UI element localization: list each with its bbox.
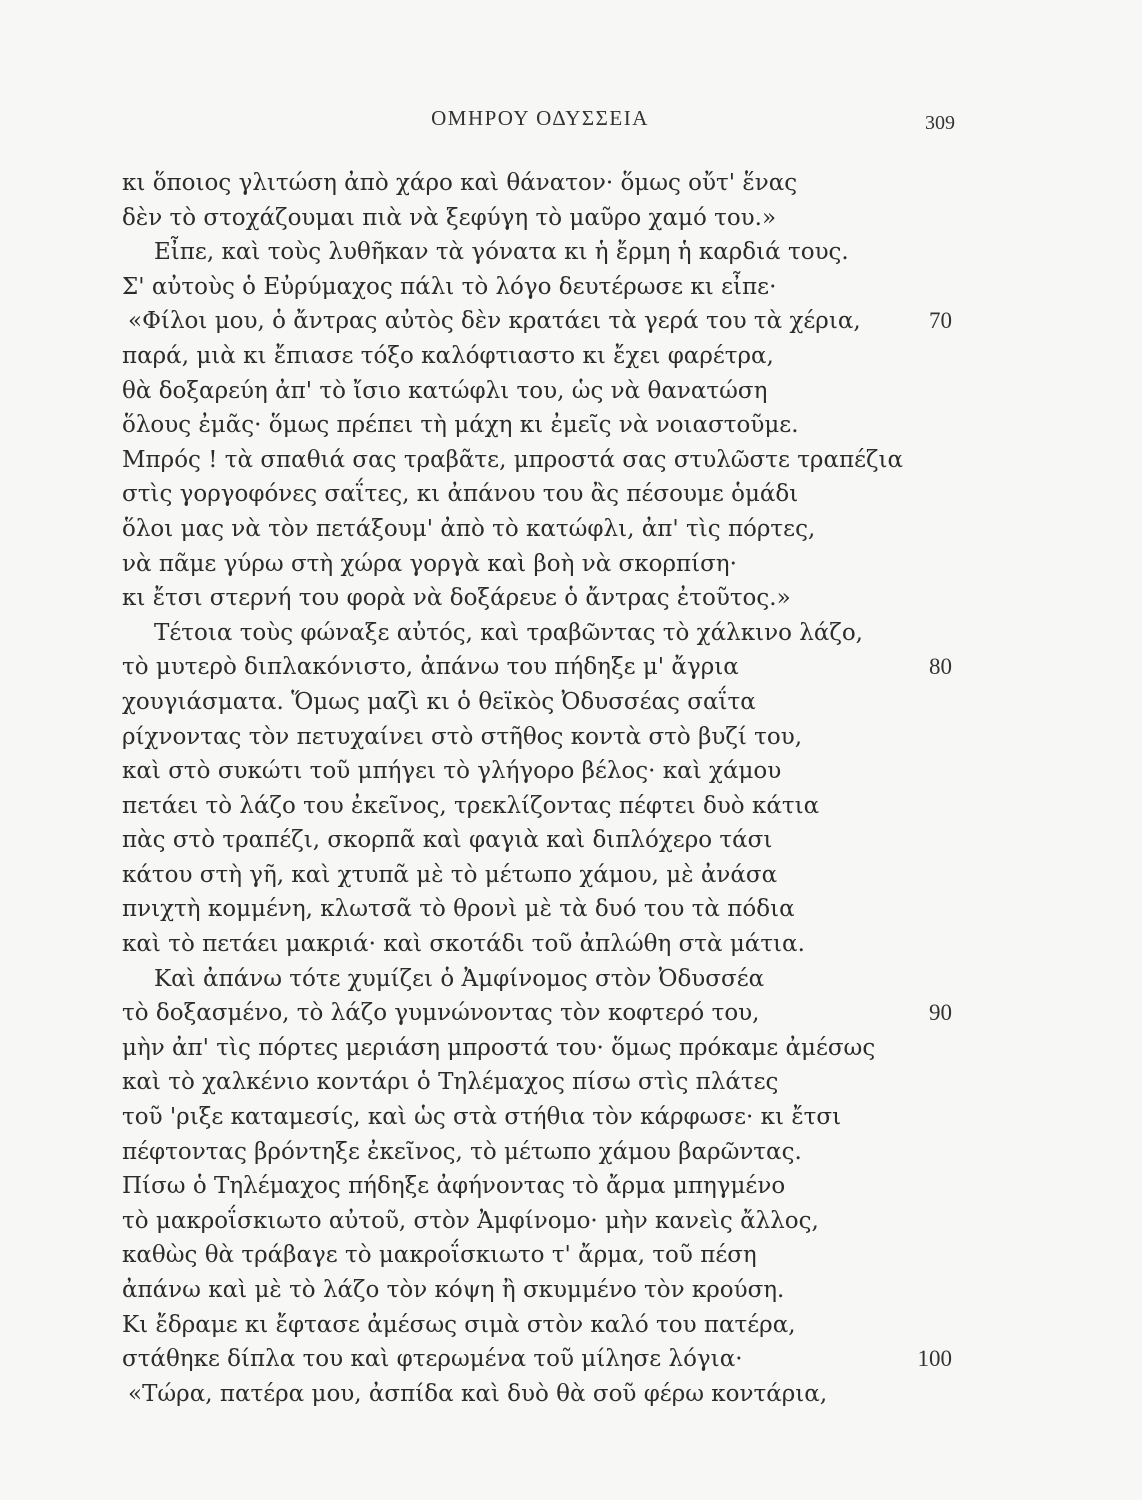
verse-text: τὸ δοξασμένο, τὸ λάζο γυμνώνοντας τὸν κοφτερό του, — [122, 1000, 760, 1027]
verse-text: στὶς γοργοφόνες σαΐτες, κι ἀπάνου του ἂς πέσουμε ὁμάδι — [122, 481, 799, 508]
verse-line — [122, 720, 952, 755]
verse-text: δὲν τὸ στοχάζουμαι πιὰ νὰ ξεφύγη τὸ μαῦρο χαμό του.» — [122, 204, 777, 231]
verse-text: κι ἔτσι στερνή του φορὰ νὰ δοξάρευε ὁ ἄντρας ἐτοῦτος.» — [122, 585, 791, 612]
verse-line — [122, 858, 952, 893]
verse-text: «Φίλοι μου, ὁ ἄντρας αὐτὸς δὲν κρατάει τὰ γερά του τὰ χέρια, — [128, 308, 861, 335]
verse-text: Εἶπε, καὶ τοὺς λυθῆκαν τὰ γόνατα κι ἡ ἔρμη ἡ καρδιά τους. — [154, 239, 849, 266]
verse-line — [122, 235, 952, 270]
verse-text: στάθηκε δίπλα του καὶ φτερωμένα τοῦ μίλησε λόγια· — [122, 1346, 743, 1373]
verse-line — [122, 650, 952, 685]
verse-text: πνιχτὴ κομμένη, κλωτσᾶ τὸ θρονὶ μὲ τὰ δυό του τὰ πόδια — [122, 896, 795, 923]
verse-line — [122, 1273, 952, 1308]
verse-line — [122, 962, 952, 997]
verse-line — [122, 616, 952, 651]
verse-text: θὰ δοξαρεύη ἀπ' τὸ ἴσιο κατώφλι του, ὡς νὰ θανατώση — [122, 377, 768, 404]
verse-line — [122, 443, 952, 478]
verse-line — [122, 166, 952, 201]
verse-line — [122, 339, 952, 374]
verse-text: ὅλους ἐμᾶς· ὅμως πρέπει τὴ μάχη κι ἐμεῖς νὰ νοιαστοῦμε. — [122, 412, 799, 439]
verse-line — [122, 581, 952, 616]
verse-line — [122, 201, 952, 236]
verse-line — [122, 892, 952, 927]
verse-text: Πίσω ὁ Τηλέμαχος πήδηξε ἀφήνοντας τὸ ἄρμα μπηγμένο — [122, 1173, 786, 1200]
verse-text: ἀπάνω καὶ μὲ τὸ λάζο τὸν κόψη ἢ σκυμμένο τὸν κρούση. — [122, 1277, 785, 1303]
line-number: 70 — [929, 308, 952, 334]
verse-text: Κι ἔδραμε κι ἔφτασε ἀμέσως σιμὰ στὸν καλό του πατέρα, — [122, 1311, 796, 1338]
verse-text: πετάει τὸ λάζο του ἐκεῖνος, τρεκλίζοντας πέφτει δυὸ κάτια — [122, 792, 820, 819]
verse-text: ὅλοι μας νὰ τὸν πετάξουμ' ἀπὸ τὸ κατώφλι, ἀπ' τὶς πόρτες, — [122, 515, 816, 542]
verse-line — [122, 1135, 952, 1170]
verse-line — [122, 1065, 952, 1100]
running-head — [0, 106, 1142, 136]
verse-text: μὴν ἀπ' τὶς πόρτες μεριάση μπροστά του· ὅμως πρόκαμε ἀμέσως — [122, 1034, 876, 1061]
verse-line — [122, 304, 952, 339]
verse-line — [122, 1204, 952, 1239]
verse-line — [122, 1308, 952, 1343]
verse-line — [122, 547, 952, 582]
verse-line — [122, 996, 952, 1031]
verse-line — [122, 1031, 952, 1066]
verse-text: πὰς στὸ τραπέζι, σκορπᾶ καὶ φαγιὰ καὶ διπλόχερο τάσι — [122, 827, 773, 854]
verse-text: καὶ τὸ πετάει μακριά· καὶ σκοτάδι τοῦ ἀπλώθη στὰ μάτια. — [122, 931, 805, 958]
verse-line — [122, 789, 952, 824]
running-title: ΟΜΗΡΟΥ ΟΔΥΣΣΕΙΑ — [431, 106, 649, 130]
verse-text: καθὼς θὰ τράβαγε τὸ μακροΐσκιωτο τ' ἄρμα, τοῦ πέση — [122, 1242, 757, 1269]
verse-text: χουγιάσματα. Ὅμως μαζὶ κι ὁ θεϊκὸς Ὀδυσσέας σαΐτα — [122, 688, 756, 715]
verse-text: καὶ τὸ χαλκένιο κοντάρι ὁ Τηλέμαχος πίσω στὶς πλάτες — [122, 1069, 779, 1096]
verse-line — [122, 512, 952, 547]
verse-text: πέφτοντας βρόντηξε ἐκεῖνος, τὸ μέτωπο χάμου βαρῶντας. — [122, 1138, 802, 1165]
line-number: 80 — [929, 654, 952, 680]
verse-text: καὶ στὸ συκώτι τοῦ μπήγει τὸ γλήγορο βέλος· καὶ χάμου — [122, 758, 782, 785]
verse-text: νὰ πᾶμε γύρω στὴ χώρα γοργὰ καὶ βοὴ νὰ σκορπίση· — [122, 550, 737, 577]
verse-text: Τέτοια τοὺς φώναξε αὐτός, καὶ τραβῶντας τὸ χάλκινο λάζο, — [154, 619, 863, 646]
verse-text: Σ' αὐτοὺς ὁ Εὐρύμαχος πάλι τὸ λόγο δευτέρωσε κι εἶπε· — [122, 273, 777, 300]
verse-text: τοῦ 'ριξε καταμεσίς, καὶ ὡς στὰ στήθια τὸν κάρφωσε· κι ἔτσι — [122, 1104, 842, 1131]
verse-line — [122, 270, 952, 305]
verse-text: Μπρός ! τὰ σπαθιά σας τραβᾶτε, μπροστά σας στυλῶστε τραπέζια — [122, 446, 904, 473]
verse-text: κάτου στὴ γῆ, καὶ χτυπᾶ μὲ τὸ μέτωπο χάμου, μὲ ἀνάσα — [122, 861, 778, 888]
page-number: 309 — [925, 112, 955, 134]
verse-text: Καὶ ἀπάνω τότε χυμίζει ὁ Ἀμφίνομος στὸν Ὀδυσσέα — [154, 965, 765, 992]
verse-line — [122, 1100, 952, 1135]
verse-text: κι ὅποιος γλιτώση ἀπὸ χάρο καὶ θάνατον· ὅμως οὔτ' ἕνας — [122, 170, 798, 196]
verse-line — [122, 408, 952, 443]
verse-text-block — [122, 166, 952, 1411]
verse-line — [122, 685, 952, 720]
verse-text: παρά, μιὰ κι ἔπιασε τόξο καλόφτιαστο κι ἔχει φαρέτρα, — [122, 342, 774, 369]
verse-line — [122, 374, 952, 409]
verse-line — [122, 754, 952, 789]
verse-line — [122, 927, 952, 962]
verse-text: «Τώρα, πατέρα μου, ἀσπίδα καὶ δυὸ θὰ σοῦ φέρω κοντάρια, — [128, 1380, 828, 1407]
verse-line — [122, 1169, 952, 1204]
verse-line — [122, 1377, 952, 1412]
verse-text: τὸ μακροΐσκιωτο αὐτοῦ, στὸν Ἀμφίνομο· μὴν κανεὶς ἄλλος, — [122, 1207, 819, 1234]
verse-line — [122, 1342, 952, 1377]
line-number: 90 — [929, 1000, 952, 1026]
verse-line — [122, 1238, 952, 1273]
verse-text: ρίχνοντας τὸν πετυχαίνει στὸ στῆθος κοντὰ στὸ βυζί του, — [122, 723, 803, 750]
verse-line — [122, 477, 952, 512]
verse-line — [122, 823, 952, 858]
line-number: 100 — [917, 1346, 952, 1372]
verse-text: τὸ μυτερὸ διπλακόνιστο, ἀπάνω του πήδηξε μ' ἄγρια — [122, 654, 739, 681]
